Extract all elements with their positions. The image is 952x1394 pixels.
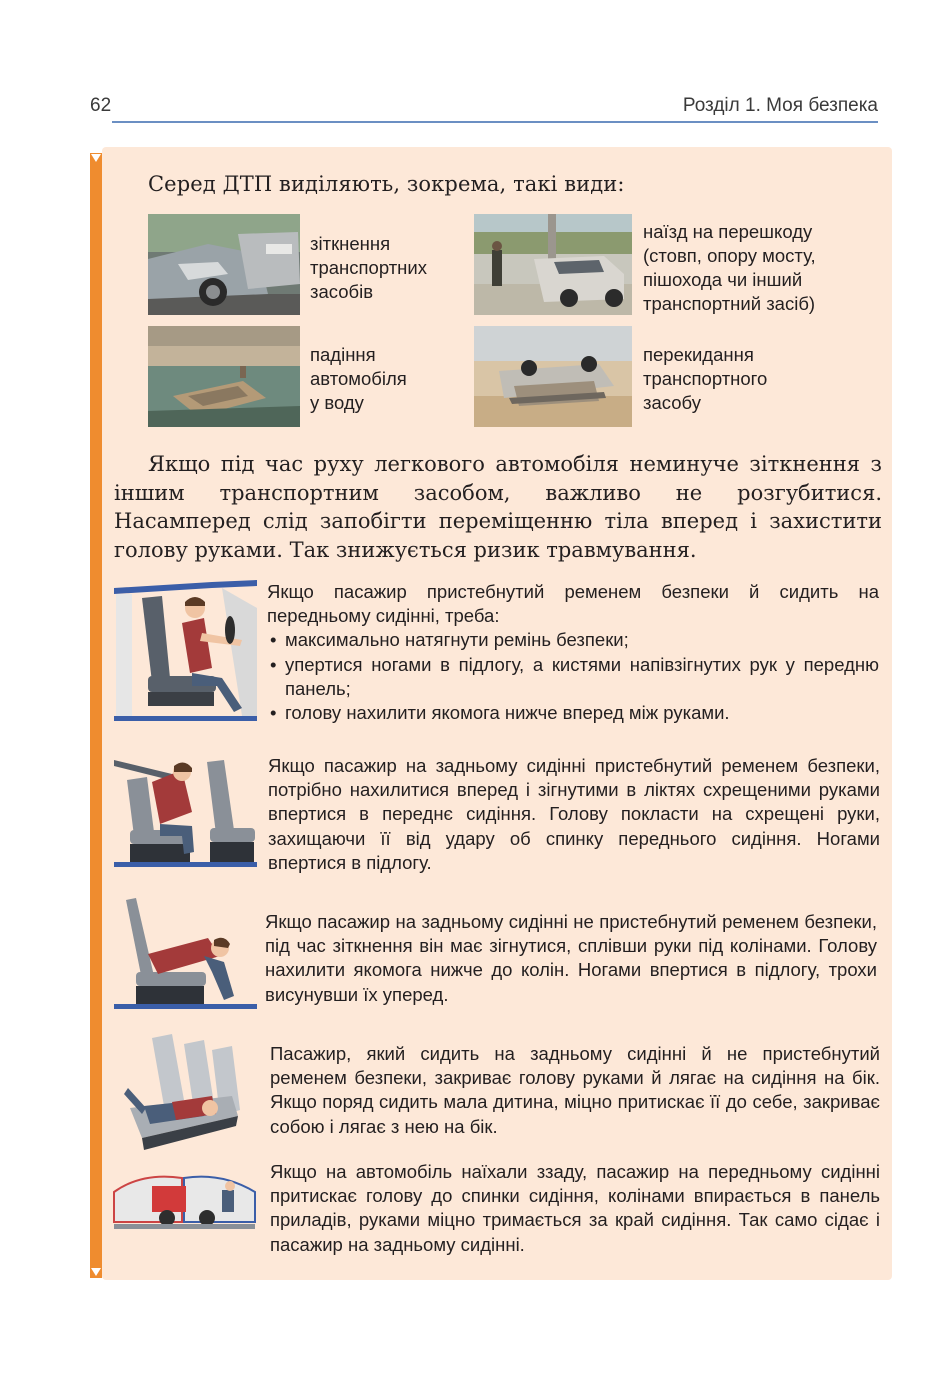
header-divider [112,121,878,123]
instruction-rear-seat-unbelted [112,896,882,1014]
side-accent-bar [90,153,102,1278]
caption-obstacle: наїзд на перешкоду (стовп, опору мосту, пішохода чи інший транспортний засіб) [643,221,816,314]
rear-impact-illustration [112,1172,257,1237]
section-title: Розділ 1. Моя безпека [682,95,878,116]
instruction-rear-seat-belted [112,752,882,872]
instruction-lie-on-side [112,1030,882,1155]
car-hit-obstacle-photo [474,214,632,315]
list-item: • голову нахилити якомога нижче вперед між руками. [267,701,879,725]
caption-overturned: перекидання транспортного засобу [643,344,768,413]
front-seat-text: Якщо пасажир пристебнутий ременем безпеки й сидить на передньому сидінні, треба: • максимально натягнути ремінь безпеки; • упертися ногами в підлогу, а кистями напівзігнутих рук у передню панель; • голову нахилити якомога нижче вперед між руками. [267,580,879,725]
list-item: • максимально натягнути ремінь безпеки; [267,628,879,652]
rear-impact-text: Якщо на автомобіль наїхали ззаду, пасажир на передньому сидінні притискає голову до спинки сидіння, колінами впирається в панель приладів, руками міцно тримається за край сидіння. Так само сідає і пасажир на задньому сидінні. [270,1161,880,1255]
car-in-water-photo [148,326,300,427]
front-seat-passenger-illustration [112,578,257,728]
lying-passenger-illustration [112,1030,242,1160]
front-seat-bullet-list [267,628,879,725]
rear-belted-text: Якщо пасажир на задньому сидінні пристебнутий ременем безпеки, потрібно нахилитися вперед і зігнутими в ліктях схрещеними руками впертися в переднє сидіння. Голову покласти на схрещені руки, захищаючи її від удару об спинку переднього сидіння. Ногами впертися в підлогу. [268,755,880,873]
intro-text: Серед ДТП виділяють, зокрема, такі види: [148,172,625,196]
rear-unbelted-text: Якщо пасажир на задньому сидінні не пристебнутий ременем безпеки, під час зіткнення він має зігнутися, сплівши руки під колінами. Голову нахилити якомога нижче до колін. Ногами впертися в підлогу, трохи висунувши їх уперед. [265,911,877,1005]
bar-bottom-arrow-icon [91,1268,101,1276]
car-overturned-photo [474,326,632,427]
caption-water: падіння автомобіля у воду [310,344,407,413]
car-collision-photo [148,214,300,315]
instruction-front-seat [112,578,882,723]
rear-unbelted-passenger-illustration [112,896,257,1019]
bar-top-arrow-icon [91,154,101,162]
instruction-rear-impact [112,1160,882,1260]
rear-belted-passenger-illustration [112,752,257,875]
lie-on-side-text: Пасажир, який сидить на задньому сидінні й не пристебнутий ременем безпеки, закриває голову руками й лягає на сидіння на бік. Якщо поряд сидить мала дитина, міцно притискає її до себе, закриває собою і лягає з нею на бік. [270,1043,880,1137]
page-number: 62 [90,95,112,116]
list-item: • упертися ногами в підлогу, а кистями напівзігнутих рук у передню панель; [267,653,879,701]
main-paragraph: Якщо під час руху легкового автомобіля неминуче зіткнення з іншим транспортним засобом, важливо не розгубитися. Насамперед слід запобігти переміщенню тіла вперед і захистити голову руками. Так знижується ризик травмування. [114,452,882,562]
caption-collision: зіткнення транспортних засобів [310,233,427,302]
